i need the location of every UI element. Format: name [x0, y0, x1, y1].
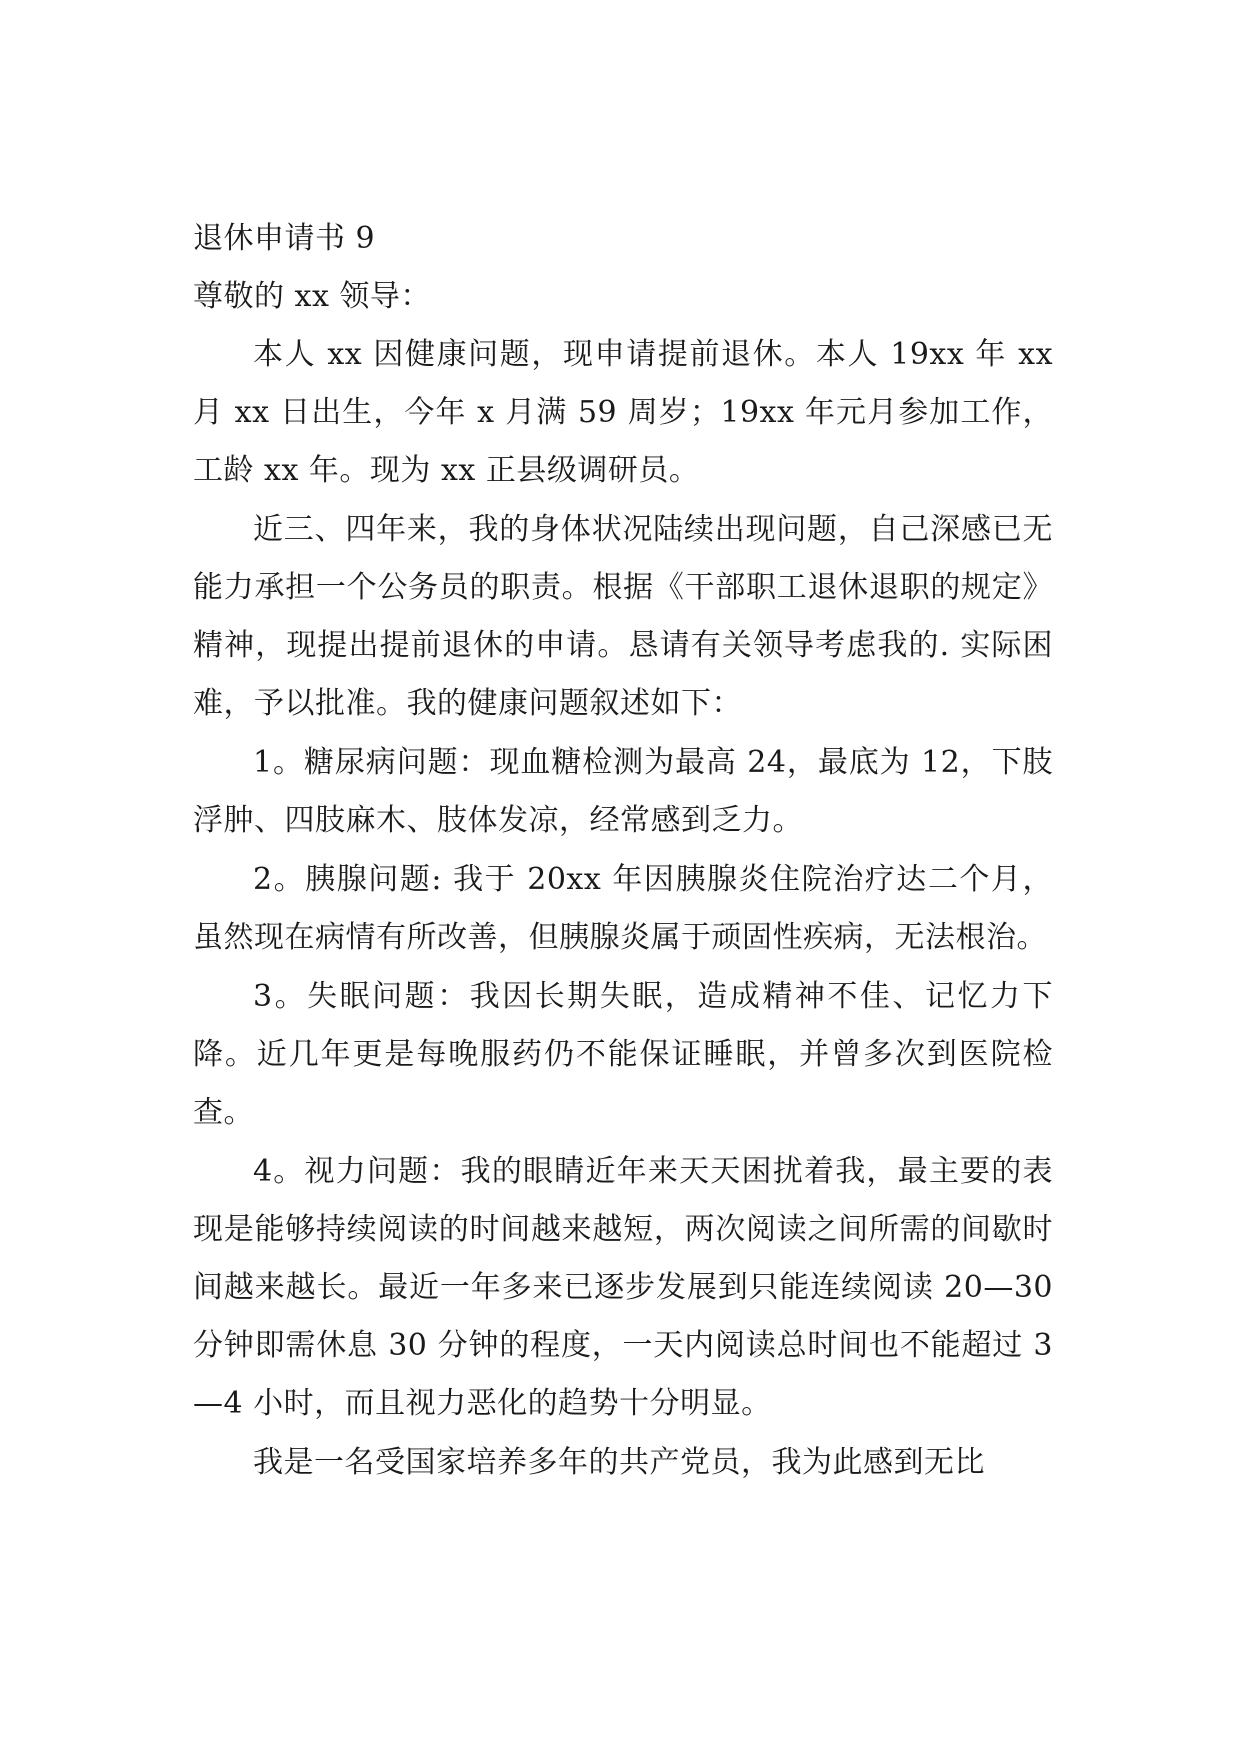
- paragraph-pancreas: 2。胰腺问题: 我于 20xx 年因胰腺炎住院治疗达二个月，虽然现在病情有所改善，但胰腺炎属于顽固性疾病，无法根治。: [193, 862, 1053, 955]
- paragraph-vision: 4。视力问题：我的眼睛近年来天天困扰着我，最主要的表现是能够持续阅读的时间越来越短，两次阅读之间所需的间歇时间越来越长。最近一年多来已逐步发展到只能连续阅读 20—30 分钟即需休息 30 分钟的程度，一天内阅读总时间也不能超过 3—4 小时，而且视力恶化的趋势十分明显。: [193, 1154, 1053, 1421]
- paragraph-closing: 我是一名受国家培养多年的共产党员，我为此感到无比: [253, 1445, 985, 1480]
- salutation: 尊敬的 xx 领导：: [193, 279, 431, 314]
- paragraph-insomnia: 3。失眠问题：我因长期失眠，造成精神不佳、记忆力下降。近几年更是每晚服药仍不能保证睡眠，并曾多次到医院检查。: [193, 979, 1053, 1130]
- document-page: [193, 210, 1053, 1493]
- document-title: 退休申请书 9: [193, 221, 376, 256]
- paragraph-diabetes: 1。糖尿病问题：现血糖检测为最高 24，最底为 12，下肢浮肿、四肢麻木、肢体发凉，经常感到乏力。: [193, 745, 1053, 838]
- paragraph-personal-info: 本人 xx 因健康问题，现申请提前退休。本人 19xx 年 xx 月 xx 日出生，今年 x 月满 59 周岁；19xx 年元月参加工作，工龄 xx 年。现为 xx 正县级调研员。: [193, 337, 1053, 488]
- paragraph-reason: 近三、四年来，我的身体状况陆续出现问题，自己深感已无能力承担一个公务员的职责。根据《干部职工退休退职的规定》精神，现提出提前退休的申请。恳请有关领导考虑我的. 实际困难，予以批准。我的健康问题叙述如下：: [193, 512, 1053, 721]
